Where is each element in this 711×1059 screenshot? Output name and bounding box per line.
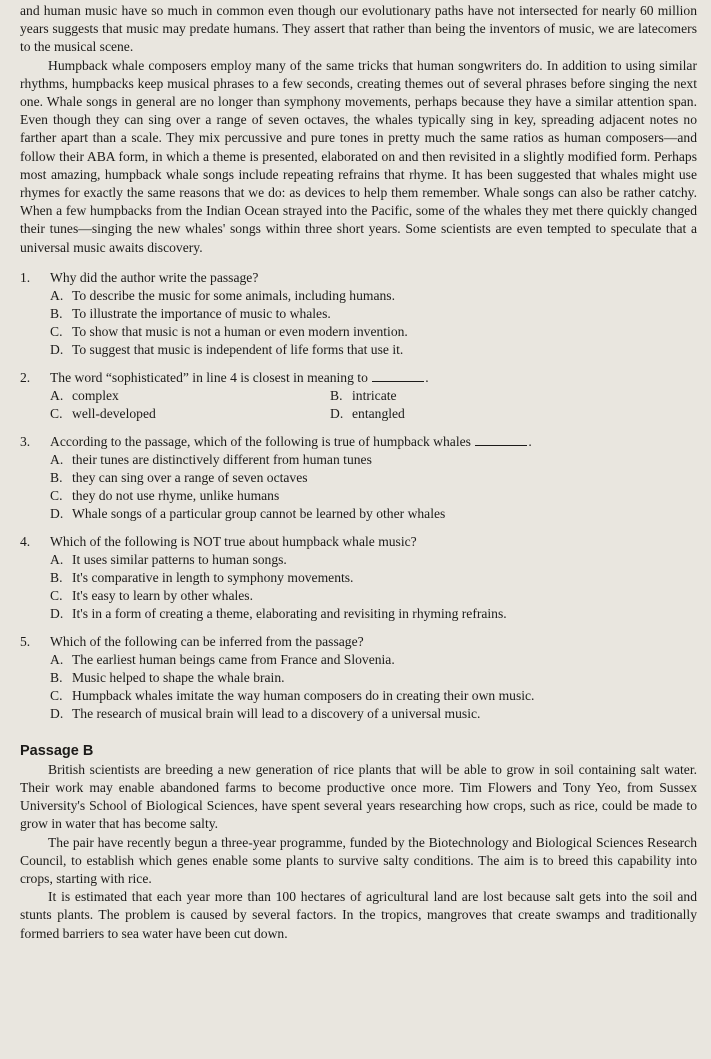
question-4 [20, 533, 697, 623]
option-a: A. complex [50, 387, 119, 403]
option-a: A. their tunes are distinctively different from human tunes [50, 451, 372, 467]
passage-b-heading: Passage B [20, 742, 94, 759]
option-b: B. intricate [330, 387, 397, 403]
answer-blank [475, 433, 527, 446]
option-d: D. entangled [330, 405, 405, 421]
option-a: A. To describe the music for some animals, including humans. [50, 287, 395, 303]
passage-b-paragraph-1: British scientists are breeding a new generation of rice plants that will be able to grow in soil containing salt water. Their work may enable abandoned farms to become productive once more. Tim Flowers and Tony Yeo, from Sussex University's School of Biological Sciences, have spent several years researching how crops, such as rice, could be made to grow in water that has become salty. [20, 761, 697, 832]
option-a: A. It uses similar patterns to human songs. [50, 551, 287, 567]
option-b: B. Music helped to shape the whale brain. [50, 669, 285, 685]
question-number: 5. [20, 633, 31, 649]
option-b: B. It's comparative in length to symphony movements. [50, 569, 354, 585]
option-a: A. The earliest human beings came from France and Slovenia. [50, 651, 395, 667]
question-stem: Which of the following is NOT true about humpback whale music? [50, 533, 417, 549]
question-3 [20, 433, 697, 523]
question-stem: Why did the author write the passage? [50, 269, 259, 285]
option-b: B. To illustrate the importance of music to whales. [50, 305, 331, 321]
question-number: 1. [20, 269, 31, 285]
question-stem: The word “sophisticated” in line 4 is closest in meaning to . [50, 369, 429, 385]
question-5 [20, 633, 697, 723]
option-d: D. To suggest that music is independent of life forms that use it. [50, 341, 404, 357]
option-d: D. Whale songs of a particular group cannot be learned by other whales [50, 505, 446, 521]
passage-b-paragraph-2: The pair have recently begun a three-year programme, funded by the Biotechnology and Biological Sciences Research Council, to establish which genes enable some plants to survive salty conditions. The aim is to breed this capability into crops, starting with rice. [20, 834, 697, 887]
question-2 [20, 369, 697, 423]
option-c: C. To show that music is not a human or even modern invention. [50, 323, 408, 339]
option-b: B. they can sing over a range of seven octaves [50, 469, 308, 485]
option-d: D. It's in a form of creating a theme, elaborating and revisiting in rhyming refrains. [50, 605, 507, 621]
question-number: 2. [20, 369, 31, 385]
option-c: C. well-developed [50, 405, 156, 421]
question-number: 4. [20, 533, 31, 549]
option-c: C. Humpback whales imitate the way human composers do in creating their own music. [50, 687, 535, 703]
passage-b-paragraph-3: It is estimated that each year more than 100 hectares of agricultural land are lost because salt gets into the soil and stunts plants. The problem is caused by several factors. In the tropics, mangroves that create swamps and traditionally formed barriers to sea water have been cut down. [20, 889, 697, 941]
question-1 [20, 269, 697, 359]
question-stem: According to the passage, which of the following is true of humpback whales . [50, 433, 532, 449]
question-stem: Which of the following can be inferred from the passage? [50, 633, 364, 649]
option-c: C. It's easy to learn by other whales. [50, 587, 253, 603]
passage-a-paragraph-2: Humpback whale composers employ many of the same tricks that human songwriters do. In addition to using similar rhythms, humpbacks keep musical phrases to a few seconds, creating themes out of several phrases before singing the next one. Whale songs in general are no longer than symphony movements, perhaps because they have a similar attention span. Even though they can sing over a range of seven octaves, the whales typically sing in key, spreading adjacent notes no farther apart than a scale. They mix percussive and pure tones in pretty much the same ratios as human composers—and follow their ABA form, in which a theme is presented, elaborated on and then revisited in a slightly modified form. Perhaps most amazing, humpback whale songs include repeating refrains that rhyme. It has been suggested that whales might use rhymes for exactly the same reasons that we do: as devices to help them remember. Whale songs can also be rather catchy. When a few humpbacks from the Indian Ocean strayed into the Pacific, some of the whales they met there quickly changed their tunes—singing the new whales' songs within three short years. Some scientists are even tempted to speculate that a universal music awaits discovery. [20, 57, 697, 255]
option-d: D. The research of musical brain will lead to a discovery of a universal music. [50, 705, 481, 721]
answer-blank [372, 369, 424, 382]
passage-a-paragraph-1: and human music have so much in common even though our evolutionary paths have not intersected for nearly 60 million years suggests that music may predate humans. They assert that rather than being the inventors of music, we are latecomers to the musical scene. [20, 3, 697, 55]
question-number: 3. [20, 433, 31, 449]
option-c: C. they do not use rhyme, unlike humans [50, 487, 280, 503]
